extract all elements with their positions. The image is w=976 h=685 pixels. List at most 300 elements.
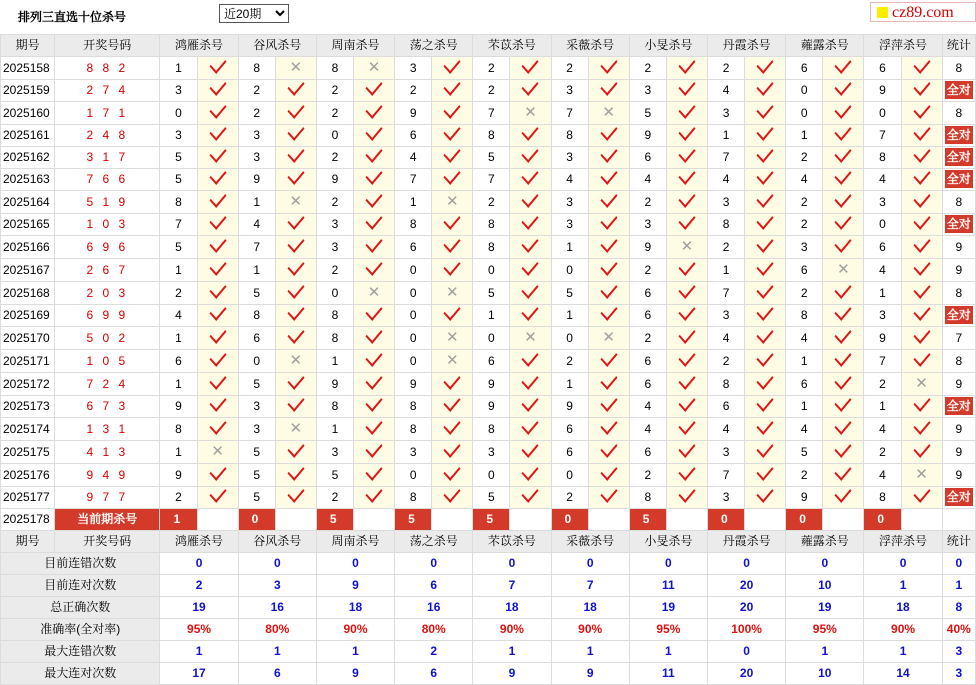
check-icon [600,396,617,412]
draw-number: 6 7 3 [55,396,160,418]
kill-number: 6 [629,147,666,169]
stats-value: 10 [786,575,864,597]
check-icon [757,441,774,458]
result-cell [275,487,316,509]
stats-value: 14 [864,663,942,685]
period-cell: 2025169 [1,305,55,327]
check-icon [678,214,695,230]
check-icon [366,487,383,503]
kill-number: 8 [395,396,432,418]
draw-number: 8 8 2 [55,57,160,80]
kill-number: 5 [160,147,197,169]
stats-label: 目前连错次数 [1,553,160,575]
check-icon [678,487,695,503]
kill-number: 2 [707,57,744,80]
period-cell: 2025177 [1,487,55,509]
result-cell [901,464,942,487]
stat-cell: 9 [942,441,975,464]
stats-value: 6 [395,663,473,685]
check-icon [444,214,461,230]
check-icon [600,236,617,253]
stat-cell: 9 [942,236,975,259]
kill-number: 2 [786,147,823,169]
result-cell [901,147,942,169]
header-expert: 采薇杀号 [551,35,629,57]
result-cell [666,305,707,327]
kill-number: 8 [864,147,901,169]
check-icon [444,259,461,276]
check-icon [444,236,461,253]
current-period-row [1,509,976,531]
kill-number: 2 [786,214,823,236]
result-cell [588,350,629,373]
kill-number: 2 [551,350,588,373]
draw-number: 7 6 6 [55,169,160,191]
kill-number: 4 [786,327,823,350]
kill-number: 2 [316,191,353,214]
kill-number: 8 [395,487,432,509]
cross-icon: ✕ [289,193,303,210]
result-cell [197,191,238,214]
result-cell [510,147,551,169]
kill-number: 6 [629,350,666,373]
kill-number: 5 [473,282,510,305]
kill-number: 8 [551,125,588,147]
check-icon [287,441,304,458]
result-cell [510,169,551,191]
result-cell [823,147,864,169]
check-icon [835,418,852,435]
kill-number: 2 [316,102,353,125]
cross-icon: ✕ [289,420,303,437]
kill-number: 4 [629,396,666,418]
check-icon [444,102,461,119]
check-icon [209,327,226,344]
kill-number: 6 [864,57,901,80]
table-row [1,373,976,396]
check-icon [600,191,617,208]
kill-number: 7 [395,169,432,191]
kill-number: 6 [551,441,588,464]
kill-number: 8 [316,57,353,80]
result-cell [666,214,707,236]
kill-number: 4 [864,464,901,487]
kill-number: 3 [551,191,588,214]
check-icon [600,305,617,321]
check-icon [444,305,461,321]
result-cell [432,191,473,214]
stats-value: 40% [942,619,975,641]
result-cell [745,236,786,259]
stats-value: 95% [629,619,707,641]
result-cell [745,259,786,282]
check-icon [522,80,539,96]
result-cell [275,57,316,80]
stats-value: 0 [160,553,238,575]
stats-value: 16 [238,597,316,619]
result-cell [823,282,864,305]
check-icon [913,57,930,74]
all-hit-badge: 全对 [946,172,971,186]
result-cell [353,487,394,509]
check-icon [287,464,304,481]
kill-number: 2 [238,102,275,125]
result-cell [745,441,786,464]
kill-number: 0 [238,350,275,373]
result-cell [432,282,473,305]
kill-number: 7 [864,125,901,147]
result-cell [275,418,316,441]
stats-value: 9 [316,663,394,685]
kill-number-table [0,34,976,685]
check-icon [757,236,774,253]
kill-number: 2 [629,191,666,214]
header-stat: 统计 [942,531,975,553]
result-cell [588,441,629,464]
stats-value: 0 [551,553,629,575]
check-icon [913,125,930,141]
kill-number: 1 [473,305,510,327]
result-cell [588,169,629,191]
result-cell [275,464,316,487]
result-cell [510,418,551,441]
kill-number: 4 [707,327,744,350]
result-cell [353,305,394,327]
result-cell [510,80,551,102]
stats-value: 1 [316,641,394,663]
current-empty-cell [901,509,942,531]
kill-number: 5 [160,169,197,191]
toolbar [0,0,976,33]
check-icon [209,396,226,412]
stats-value: 90% [864,619,942,641]
kill-number: 0 [786,80,823,102]
check-icon [835,102,852,119]
period-cell: 2025176 [1,464,55,487]
kill-number: 8 [473,418,510,441]
check-icon [366,441,383,458]
result-cell [275,327,316,350]
kill-number: 6 [786,259,823,282]
header-expert: 芣苡杀号 [473,35,551,57]
result-cell [901,441,942,464]
check-icon [209,80,226,96]
check-icon [444,169,461,185]
kill-number: 3 [707,305,744,327]
kill-number: 7 [238,236,275,259]
check-icon [444,125,461,141]
result-cell [432,80,473,102]
kill-number: 0 [160,102,197,125]
kill-number: 7 [707,282,744,305]
stat-cell [942,396,975,418]
check-icon [600,464,617,481]
check-icon [913,396,930,412]
kill-number: 9 [629,125,666,147]
result-cell [745,282,786,305]
current-kill-number: 5 [473,509,510,531]
current-empty-cell [666,509,707,531]
result-cell [197,327,238,350]
result-cell [666,236,707,259]
result-cell [353,214,394,236]
cross-icon: ✕ [602,104,615,121]
check-icon [678,305,695,321]
current-empty-cell [432,509,473,531]
stats-value: 0 [473,553,551,575]
result-cell [745,80,786,102]
header-expert: 荡之杀号 [395,35,473,57]
check-icon [600,441,617,458]
draw-number: 2 6 7 [55,259,160,282]
check-icon [522,418,539,435]
draw-number: 5 0 2 [55,327,160,350]
table-row [1,441,976,464]
result-cell [197,214,238,236]
kill-number: 5 [551,282,588,305]
result-cell [197,487,238,509]
check-icon [522,487,539,503]
draw-number: 5 1 9 [55,191,160,214]
current-kill-number: 5 [316,509,353,531]
result-cell [901,396,942,418]
result-cell [745,418,786,441]
check-icon [600,350,617,367]
stats-value: 1 [473,641,551,663]
check-icon [209,373,226,390]
kill-number: 3 [864,305,901,327]
stats-value: 9 [316,575,394,597]
kill-number: 1 [864,282,901,305]
kill-number: 5 [786,441,823,464]
period-cell: 2025165 [1,214,55,236]
period-cell: 2025158 [1,57,55,80]
kill-number: 7 [864,350,901,373]
kill-number: 3 [395,57,432,80]
result-cell [588,282,629,305]
result-cell [901,373,942,396]
kill-number: 4 [707,169,744,191]
kill-number: 1 [160,259,197,282]
result-cell [823,487,864,509]
kill-number: 6 [160,350,197,373]
stats-value: 1 [238,641,316,663]
check-icon [835,487,852,503]
result-cell [275,102,316,125]
kill-number: 9 [238,169,275,191]
result-cell [432,350,473,373]
kill-number: 3 [316,214,353,236]
result-cell [275,214,316,236]
check-icon [913,102,930,119]
current-empty-cell [745,509,786,531]
kill-number: 8 [316,305,353,327]
check-icon [678,191,695,208]
stats-value: 95% [786,619,864,641]
stats-value: 18 [864,597,942,619]
result-cell [197,441,238,464]
result-cell [823,191,864,214]
stats-value: 17 [160,663,238,685]
check-icon [835,441,852,458]
kill-number: 2 [707,350,744,373]
kill-number: 0 [395,327,432,350]
stats-value: 9 [473,663,551,685]
cross-icon: ✕ [367,59,381,76]
kill-number: 6 [629,282,666,305]
kill-number: 9 [629,236,666,259]
kill-number: 1 [707,259,744,282]
check-icon [913,147,930,163]
site-logo[interactable] [870,2,976,22]
stats-value: 7 [551,575,629,597]
header-stat: 统计 [942,35,975,57]
kill-number: 1 [238,259,275,282]
check-icon [835,464,852,481]
result-cell [510,236,551,259]
result-cell [666,57,707,80]
check-icon [366,464,383,481]
kill-number: 8 [473,125,510,147]
stat-cell [942,147,975,169]
check-icon [366,396,383,412]
check-icon [757,147,774,163]
check-icon [366,191,383,208]
cross-icon: ✕ [445,329,459,346]
check-icon [366,214,383,230]
kill-number: 3 [707,487,744,509]
check-icon [522,125,539,141]
check-icon [209,236,226,253]
kill-number: 4 [864,169,901,191]
check-icon [678,169,695,185]
kill-number: 3 [707,441,744,464]
check-icon [757,350,774,367]
stat-cell [942,214,975,236]
result-cell [197,396,238,418]
period-select[interactable] [219,4,289,23]
check-icon [287,80,304,96]
kill-number: 5 [316,464,353,487]
kill-number: 2 [316,80,353,102]
result-cell [353,464,394,487]
result-cell [901,169,942,191]
period-cell: 2025174 [1,418,55,441]
draw-number: 9 7 7 [55,487,160,509]
result-cell [432,373,473,396]
kill-number: 7 [707,147,744,169]
stat-cell: 8 [942,282,975,305]
result-cell [588,396,629,418]
result-cell [823,396,864,418]
logo-square-icon [877,7,888,18]
table-row [1,80,976,102]
stats-value: 19 [160,597,238,619]
draw-number: 1 0 3 [55,214,160,236]
result-cell [666,373,707,396]
kill-number: 0 [864,214,901,236]
all-hit-badge: 全对 [946,308,971,322]
kill-number: 8 [238,305,275,327]
header-expert: 浮萍杀号 [864,35,942,57]
result-cell [666,169,707,191]
current-kill-number: 0 [864,509,901,531]
kill-number: 3 [473,441,510,464]
kill-number: 0 [316,125,353,147]
kill-number: 4 [786,418,823,441]
stats-value: 80% [395,619,473,641]
check-icon [209,418,226,435]
result-cell [823,373,864,396]
kill-number: 8 [707,214,744,236]
result-cell [197,80,238,102]
check-icon [600,147,617,163]
result-cell [353,236,394,259]
check-icon [444,396,461,412]
draw-number: 7 2 4 [55,373,160,396]
kill-number: 2 [473,57,510,80]
table-row [1,191,976,214]
result-cell [197,236,238,259]
check-icon [835,236,852,253]
result-cell [823,125,864,147]
draw-number: 6 9 9 [55,305,160,327]
result-cell [588,147,629,169]
kill-number: 1 [786,396,823,418]
current-empty-cell [353,509,394,531]
kill-number: 2 [786,282,823,305]
kill-number: 2 [551,57,588,80]
kill-number: 4 [551,169,588,191]
stat-cell [942,305,975,327]
cross-icon: ✕ [837,261,850,278]
cross-icon: ✕ [680,238,694,255]
kill-number: 1 [551,305,588,327]
result-cell [510,327,551,350]
kill-number: 1 [864,396,901,418]
kill-number: 0 [786,102,823,125]
stats-value: 20 [707,663,785,685]
result-cell [823,236,864,259]
check-icon [209,282,226,299]
check-icon [913,236,930,253]
check-icon [366,236,383,253]
check-icon [835,169,852,185]
table-row [1,464,976,487]
table-row [1,57,976,80]
result-cell [510,487,551,509]
result-cell [901,305,942,327]
page-title: 排列三直选十位杀号 [18,10,127,24]
kill-number: 9 [786,487,823,509]
kill-number: 8 [238,57,275,80]
kill-number: 7 [473,169,510,191]
stats-value: 1 [864,641,942,663]
cross-icon: ✕ [211,443,224,460]
cross-icon: ✕ [289,352,303,369]
result-cell [275,236,316,259]
stat-cell: 8 [942,350,975,373]
period-cell: 2025171 [1,350,55,373]
result-cell [353,259,394,282]
result-cell [588,191,629,214]
check-icon [678,80,695,96]
all-hit-badge: 全对 [946,128,971,142]
stats-value: 10 [786,663,864,685]
result-cell [432,214,473,236]
check-icon [287,327,304,344]
stat-cell: 9 [942,418,975,441]
